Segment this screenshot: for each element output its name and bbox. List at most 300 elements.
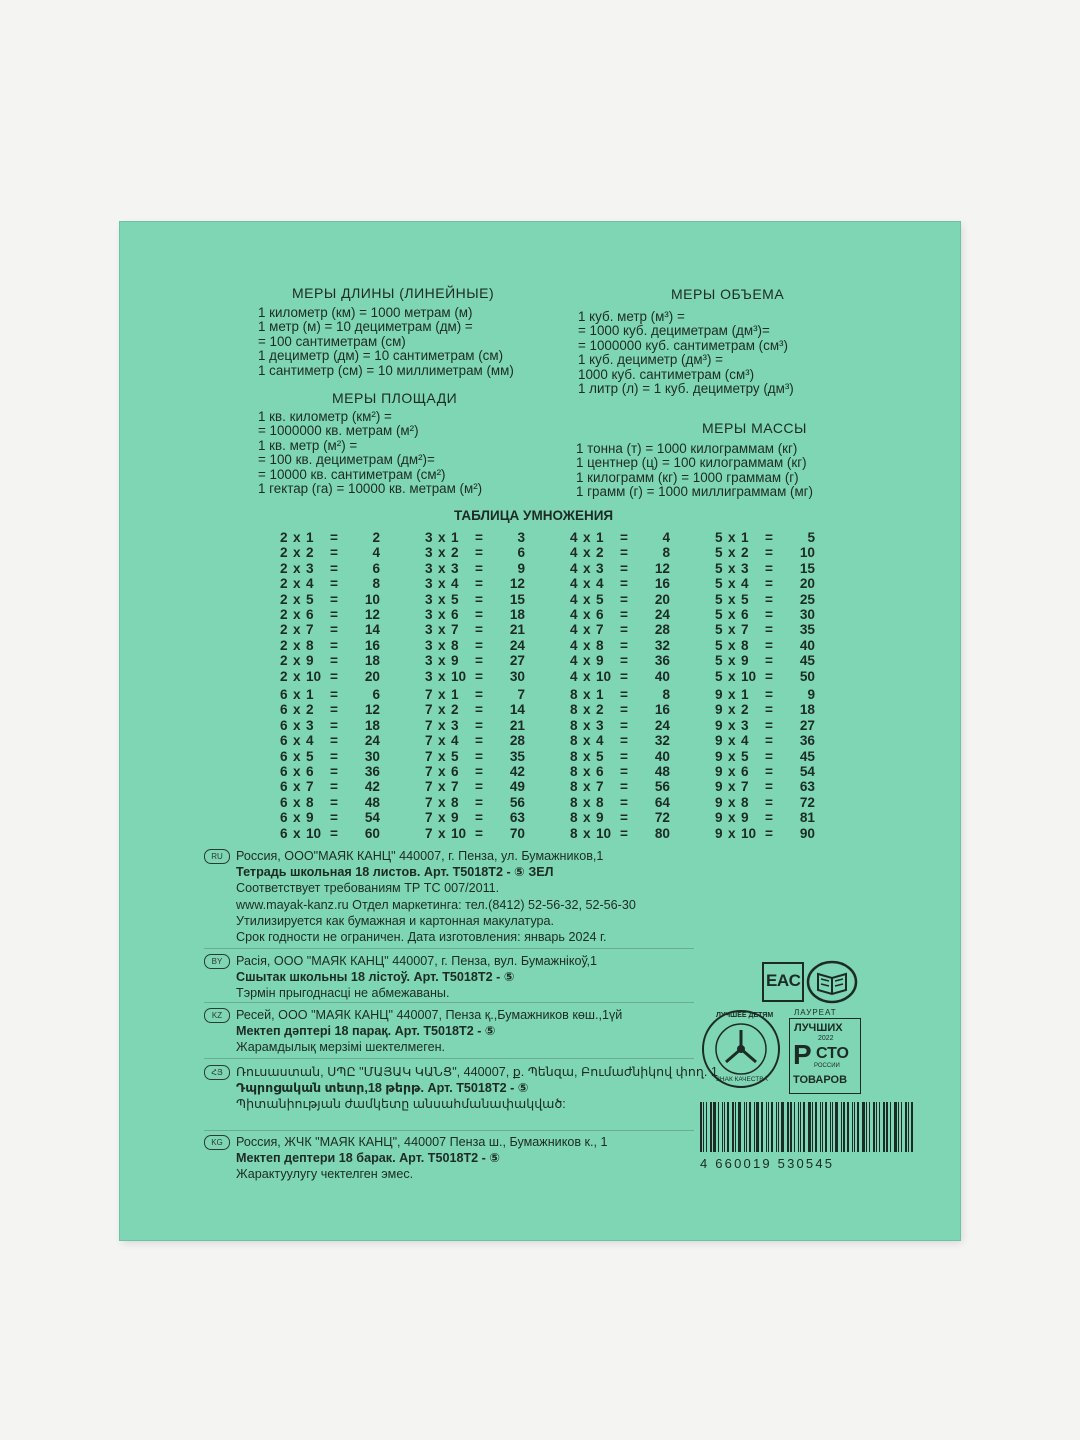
times-sign: x <box>583 576 591 592</box>
multiplicand: 5 <box>715 606 723 622</box>
product: 20 <box>654 591 670 607</box>
times-sign: x <box>438 810 446 826</box>
equals-sign: = <box>475 668 483 684</box>
multiplicand: 4 <box>570 591 578 607</box>
equals-sign: = <box>620 717 628 733</box>
best-label: ЛУЧШИХ <box>794 1022 843 1034</box>
product: 27 <box>799 717 815 733</box>
multiplication-row <box>425 592 525 607</box>
product: 90 <box>799 825 815 841</box>
equals-sign: = <box>765 702 773 718</box>
product: 18 <box>509 606 525 622</box>
multiplier: 1 <box>741 530 749 545</box>
quality-stamp <box>700 1008 782 1090</box>
multiplicand: 8 <box>570 810 578 826</box>
manufacturer-line: Դպրոցական տետր,18 թերթ. Арт. Т5018Т2 - ⑤ <box>236 1081 529 1096</box>
equals-sign: = <box>765 825 773 841</box>
times-sign: x <box>438 825 446 841</box>
multiplicand: 4 <box>570 668 578 684</box>
multiplier: 1 <box>451 530 459 545</box>
barcode-bar <box>771 1102 773 1152</box>
multiplier: 5 <box>306 591 314 607</box>
multiplier: 7 <box>596 779 604 795</box>
equals-sign: = <box>765 606 773 622</box>
equals-sign: = <box>620 637 628 653</box>
barcode-digits: 4 660019 530545 <box>700 1156 835 1171</box>
barcode-bar <box>857 1102 859 1152</box>
times-sign: x <box>728 810 736 826</box>
equals-sign: = <box>475 560 483 576</box>
multiplication-row <box>280 669 380 684</box>
multiplication-block <box>570 687 670 841</box>
multiplicand: 3 <box>425 622 433 638</box>
equals-sign: = <box>330 702 338 718</box>
multiplier: 5 <box>306 748 314 764</box>
multiplier: 10 <box>741 668 757 684</box>
multiplicand: 2 <box>280 668 288 684</box>
multiplier: 10 <box>451 825 467 841</box>
multiplication-row <box>280 530 380 545</box>
product: 27 <box>509 653 525 669</box>
multiplicand: 8 <box>570 733 578 749</box>
country-code-badge: KZ <box>204 1008 230 1023</box>
quality-bottom-text: ЗНАК КАЧЕСТВА <box>716 1076 768 1083</box>
barcode-bar <box>901 1102 902 1152</box>
quality-ring-text: ЛУЧШЕЕ ДЕТЯМ <box>716 1012 774 1019</box>
multiplication-row <box>570 733 670 748</box>
product: 40 <box>654 748 670 764</box>
multiplication-row <box>715 607 815 622</box>
multiplicand: 5 <box>715 560 723 576</box>
multiplicand: 8 <box>570 779 578 795</box>
manufacturer-line: www.mayak-kanz.ru Отдел маркетинга: тел.(8412) 52-56-32, 52-56-30 <box>236 897 636 912</box>
equals-sign: = <box>475 687 483 702</box>
times-sign: x <box>728 560 736 576</box>
product: 60 <box>364 825 380 841</box>
multiplier: 8 <box>596 637 604 653</box>
equals-sign: = <box>330 687 338 702</box>
barcode <box>700 1102 922 1152</box>
multiplier: 9 <box>451 810 459 826</box>
multiplication-row <box>715 530 815 545</box>
times-sign: x <box>728 606 736 622</box>
multiplication-row <box>280 718 380 733</box>
multiplier: 5 <box>741 748 749 764</box>
equals-sign: = <box>475 622 483 638</box>
times-sign: x <box>438 637 446 653</box>
multiplicand: 9 <box>715 825 723 841</box>
equals-sign: = <box>330 653 338 669</box>
product: 48 <box>364 794 380 810</box>
equals-sign: = <box>765 794 773 810</box>
multiplicand: 4 <box>570 653 578 669</box>
product: 54 <box>799 763 815 779</box>
country-code-badge: BY <box>204 954 230 969</box>
product: 30 <box>799 606 815 622</box>
multiplier: 9 <box>596 810 604 826</box>
multiplication-row <box>425 826 525 841</box>
barcode-bar <box>794 1102 795 1152</box>
equals-sign: = <box>330 545 338 561</box>
times-sign: x <box>728 825 736 841</box>
multiplication-row <box>280 592 380 607</box>
open-book-icon <box>806 960 858 1004</box>
multiplication-row <box>425 561 525 576</box>
area-lines <box>258 410 482 496</box>
times-sign: x <box>728 622 736 638</box>
multiplicand: 5 <box>715 637 723 653</box>
multiplier: 9 <box>306 810 314 826</box>
equals-sign: = <box>765 717 773 733</box>
multiplier: 5 <box>596 748 604 764</box>
multiplier: 6 <box>596 606 604 622</box>
multiplicand: 6 <box>280 687 288 702</box>
barcode-bar <box>727 1102 729 1152</box>
volume-title: МЕРЫ ОБЪЕМА <box>671 286 785 302</box>
multiplication-row <box>570 638 670 653</box>
barcode-bar <box>706 1102 707 1152</box>
multiplier: 1 <box>306 530 314 545</box>
multiplier: 3 <box>306 560 314 576</box>
product: 16 <box>364 637 380 653</box>
multiplicand: 3 <box>425 637 433 653</box>
mass-title: МЕРЫ МАССЫ <box>702 420 807 436</box>
multiplier: 1 <box>596 687 604 702</box>
product: 70 <box>509 825 525 841</box>
equals-sign: = <box>330 748 338 764</box>
equals-sign: = <box>765 653 773 669</box>
product: 18 <box>799 702 815 718</box>
times-sign: x <box>293 622 301 638</box>
times-sign: x <box>438 606 446 622</box>
times-sign: x <box>728 545 736 561</box>
product: 81 <box>799 810 815 826</box>
multiplicand: 8 <box>570 794 578 810</box>
product: 16 <box>654 576 670 592</box>
multiplication-row <box>715 749 815 764</box>
times-sign: x <box>728 748 736 764</box>
multiplier: 4 <box>596 576 604 592</box>
barcode-bar <box>862 1102 865 1152</box>
multiplier: 1 <box>451 687 459 702</box>
equals-sign: = <box>330 810 338 826</box>
area-line: = 1000000 кв. метрам (м²) <box>258 423 419 439</box>
multiplicand: 9 <box>715 763 723 779</box>
multiplier: 2 <box>451 545 459 561</box>
multiplicand: 9 <box>715 794 723 810</box>
length-line: 1 километр (км) = 1000 метрам (м) <box>258 305 473 320</box>
times-sign: x <box>728 733 736 749</box>
equals-sign: = <box>620 653 628 669</box>
times-sign: x <box>293 653 301 669</box>
multiplicand: 8 <box>570 702 578 718</box>
product: 16 <box>654 702 670 718</box>
multiplicand: 8 <box>570 748 578 764</box>
multiplication-row <box>715 622 815 637</box>
multiplication-row <box>715 592 815 607</box>
multiplicand: 7 <box>425 810 433 826</box>
multiplicand: 9 <box>715 687 723 702</box>
mass-line: 1 килограмм (кг) = 1000 граммам (г) <box>576 469 799 485</box>
product: 8 <box>662 545 670 561</box>
multiplicand: 4 <box>570 622 578 638</box>
divider <box>204 948 694 949</box>
times-sign: x <box>583 591 591 607</box>
equals-sign: = <box>765 637 773 653</box>
equals-sign: = <box>330 591 338 607</box>
barcode-bar <box>803 1102 805 1152</box>
multiplication-row <box>570 749 670 764</box>
multiplicand: 7 <box>425 794 433 810</box>
multiplication-row <box>425 669 525 684</box>
multiplicand: 2 <box>280 637 288 653</box>
times-sign: x <box>583 687 591 702</box>
equals-sign: = <box>475 576 483 592</box>
barcode-bar <box>732 1102 734 1152</box>
best-goods-stamp <box>788 1008 862 1094</box>
multiplicand: 4 <box>570 637 578 653</box>
equals-sign: = <box>475 545 483 561</box>
multiplicand: 6 <box>280 779 288 795</box>
times-sign: x <box>293 825 301 841</box>
product: 8 <box>662 687 670 702</box>
multiplicand: 2 <box>280 576 288 592</box>
multiplier: 2 <box>306 702 314 718</box>
product: 15 <box>509 591 525 607</box>
equals-sign: = <box>765 779 773 795</box>
times-sign: x <box>293 748 301 764</box>
multiplication-row <box>570 622 670 637</box>
mass-lines <box>576 442 813 500</box>
barcode-bar <box>700 1102 702 1152</box>
multiplicand: 6 <box>280 825 288 841</box>
product: 12 <box>509 576 525 592</box>
times-sign: x <box>728 637 736 653</box>
equals-sign: = <box>475 702 483 718</box>
multiplication-block <box>280 530 380 684</box>
multiplicand: 7 <box>425 687 433 702</box>
multiplier: 3 <box>306 717 314 733</box>
multiplicand: 2 <box>280 591 288 607</box>
manufacturer-line: Соответствует требованиям ТР ТС 007/2011. <box>236 881 500 896</box>
area-line: 1 гектар (га) = 10000 кв. метрам (м²) <box>258 481 483 497</box>
multiplicand: 6 <box>280 748 288 764</box>
multiplication-row <box>425 545 525 560</box>
product: 24 <box>654 717 670 733</box>
manufacturer-block <box>236 848 796 945</box>
equals-sign: = <box>330 763 338 779</box>
equals-sign: = <box>620 622 628 638</box>
area-line: 1 кв. километр (км²) = <box>258 409 392 424</box>
multiplicand: 9 <box>715 810 723 826</box>
multiplication-row <box>570 779 670 794</box>
volume-line: 1 куб. дециметр (дм³) = <box>578 352 723 368</box>
multiplier: 8 <box>306 637 314 653</box>
equals-sign: = <box>475 606 483 622</box>
times-sign: x <box>728 576 736 592</box>
barcode-bar <box>825 1102 827 1152</box>
manufacturer-line: Тетрадь школьная 18 листов. Арт. Т5018Т2 - ⑤ ЗЕЛ <box>236 865 554 880</box>
barcode-bar <box>713 1102 716 1152</box>
barcode-bar <box>787 1102 789 1152</box>
barcode-bar <box>883 1102 885 1152</box>
multiplicand: 7 <box>425 763 433 779</box>
length-line: 1 дециметр (дм) = 10 сантиметрам (см) <box>258 348 504 364</box>
multiplicand: 7 <box>425 733 433 749</box>
product: 14 <box>509 702 525 718</box>
length-lines <box>258 306 514 378</box>
times-sign: x <box>438 576 446 592</box>
multiplicand: 2 <box>280 653 288 669</box>
multiplication-row <box>280 764 380 779</box>
times-sign: x <box>293 810 301 826</box>
product: 56 <box>654 779 670 795</box>
divider <box>204 1130 694 1131</box>
multiplier: 6 <box>596 763 604 779</box>
multiplier: 6 <box>451 606 459 622</box>
multiplication-row <box>425 607 525 622</box>
times-sign: x <box>583 733 591 749</box>
volume-line: = 1000000 куб. сантиметрам (см³) <box>578 337 788 353</box>
product: 24 <box>654 606 670 622</box>
barcode-bar <box>832 1102 833 1152</box>
multiplier: 2 <box>306 545 314 561</box>
times-sign: x <box>728 763 736 779</box>
barcode-bar <box>847 1102 849 1152</box>
times-sign: x <box>293 545 301 561</box>
multiplier: 6 <box>306 606 314 622</box>
barcode-bar <box>830 1102 831 1152</box>
barcode-bar <box>841 1102 842 1152</box>
product: 25 <box>799 591 815 607</box>
product: 10 <box>364 591 380 607</box>
multiplicand: 7 <box>425 717 433 733</box>
product: 54 <box>364 810 380 826</box>
times-sign: x <box>583 653 591 669</box>
multiplier: 6 <box>306 763 314 779</box>
multiplication-row <box>425 622 525 637</box>
times-sign: x <box>438 530 446 545</box>
barcode-bar <box>766 1102 767 1152</box>
times-sign: x <box>293 637 301 653</box>
divider <box>204 1002 694 1003</box>
multiplication-row <box>570 592 670 607</box>
times-sign: x <box>293 794 301 810</box>
equals-sign: = <box>330 733 338 749</box>
times-sign: x <box>583 622 591 638</box>
area-line: = 10000 кв. сантиметрам (см²) <box>258 466 446 482</box>
manufacturer-line: Ռուսաստան, ՍՊԸ "ՄԱՅԱԿ ԿԱՆՑ", 440007, ք. Պենզա, Բումաժնիկով փող. 1 <box>236 1065 718 1079</box>
product: 14 <box>364 622 380 638</box>
multiplicand: 6 <box>280 717 288 733</box>
multiplier: 8 <box>451 637 459 653</box>
multiplier: 10 <box>741 825 757 841</box>
times-sign: x <box>728 591 736 607</box>
multiplier: 6 <box>741 606 749 622</box>
product: 42 <box>364 779 380 795</box>
sto-label: СТО <box>816 1045 849 1062</box>
equals-sign: = <box>620 748 628 764</box>
product: 12 <box>364 606 380 622</box>
multiplication-row <box>715 810 815 825</box>
equals-sign: = <box>620 825 628 841</box>
equals-sign: = <box>620 591 628 607</box>
product: 18 <box>364 653 380 669</box>
multiplication-row <box>570 718 670 733</box>
times-sign: x <box>583 794 591 810</box>
times-sign: x <box>438 622 446 638</box>
multiplier: 2 <box>741 545 749 561</box>
manufacturer-block <box>236 953 796 1002</box>
product: 21 <box>509 622 525 638</box>
multiplier: 3 <box>596 717 604 733</box>
equals-sign: = <box>330 717 338 733</box>
barcode-bar <box>812 1102 813 1152</box>
equals-sign: = <box>620 530 628 545</box>
area-line: = 100 кв. дециметрам (дм²)= <box>258 452 435 468</box>
area-line: 1 кв. метр (м²) = <box>258 437 358 453</box>
multiplicand: 3 <box>425 668 433 684</box>
multiplication-row <box>715 576 815 591</box>
multiplier: 5 <box>451 591 459 607</box>
multiplicand: 6 <box>280 794 288 810</box>
multiplication-row <box>425 764 525 779</box>
equals-sign: = <box>620 545 628 561</box>
multiplier: 6 <box>451 763 459 779</box>
barcode-bar <box>873 1102 875 1152</box>
times-sign: x <box>583 545 591 561</box>
barcode-bar <box>768 1102 769 1152</box>
multiplier: 7 <box>741 779 749 795</box>
book-mark <box>806 960 858 1009</box>
product: 49 <box>509 779 525 795</box>
multiplier: 7 <box>306 622 314 638</box>
multiplication-row <box>280 749 380 764</box>
times-sign: x <box>293 702 301 718</box>
year-label: 2022 <box>818 1035 834 1042</box>
mass-line: 1 грамм (г) = 1000 миллиграммам (мг) <box>576 484 814 500</box>
product: 32 <box>654 637 670 653</box>
times-sign: x <box>583 702 591 718</box>
equals-sign: = <box>620 779 628 795</box>
multiplication-row <box>280 733 380 748</box>
multiplication-row <box>715 718 815 733</box>
equals-sign: = <box>475 653 483 669</box>
barcode-bar <box>886 1102 888 1152</box>
equals-sign: = <box>620 576 628 592</box>
multiplication-row <box>570 561 670 576</box>
multiplier: 9 <box>451 653 459 669</box>
equals-sign: = <box>620 606 628 622</box>
equals-sign: = <box>765 622 773 638</box>
multiplication-row <box>425 576 525 591</box>
multiplicand: 5 <box>715 668 723 684</box>
equals-sign: = <box>475 810 483 826</box>
multiplication-row <box>570 607 670 622</box>
multiplier: 8 <box>451 794 459 810</box>
product: 28 <box>509 733 525 749</box>
multiplication-row <box>280 576 380 591</box>
multiplication-block <box>715 687 815 841</box>
multiplicand: 3 <box>425 653 433 669</box>
barcode-bar <box>898 1102 899 1152</box>
divider <box>204 1058 694 1059</box>
multiplicand: 4 <box>570 560 578 576</box>
multiplication-row <box>425 749 525 764</box>
country-code-badge: RU <box>204 849 230 864</box>
barcode-bar <box>852 1102 853 1152</box>
product: 42 <box>509 763 525 779</box>
